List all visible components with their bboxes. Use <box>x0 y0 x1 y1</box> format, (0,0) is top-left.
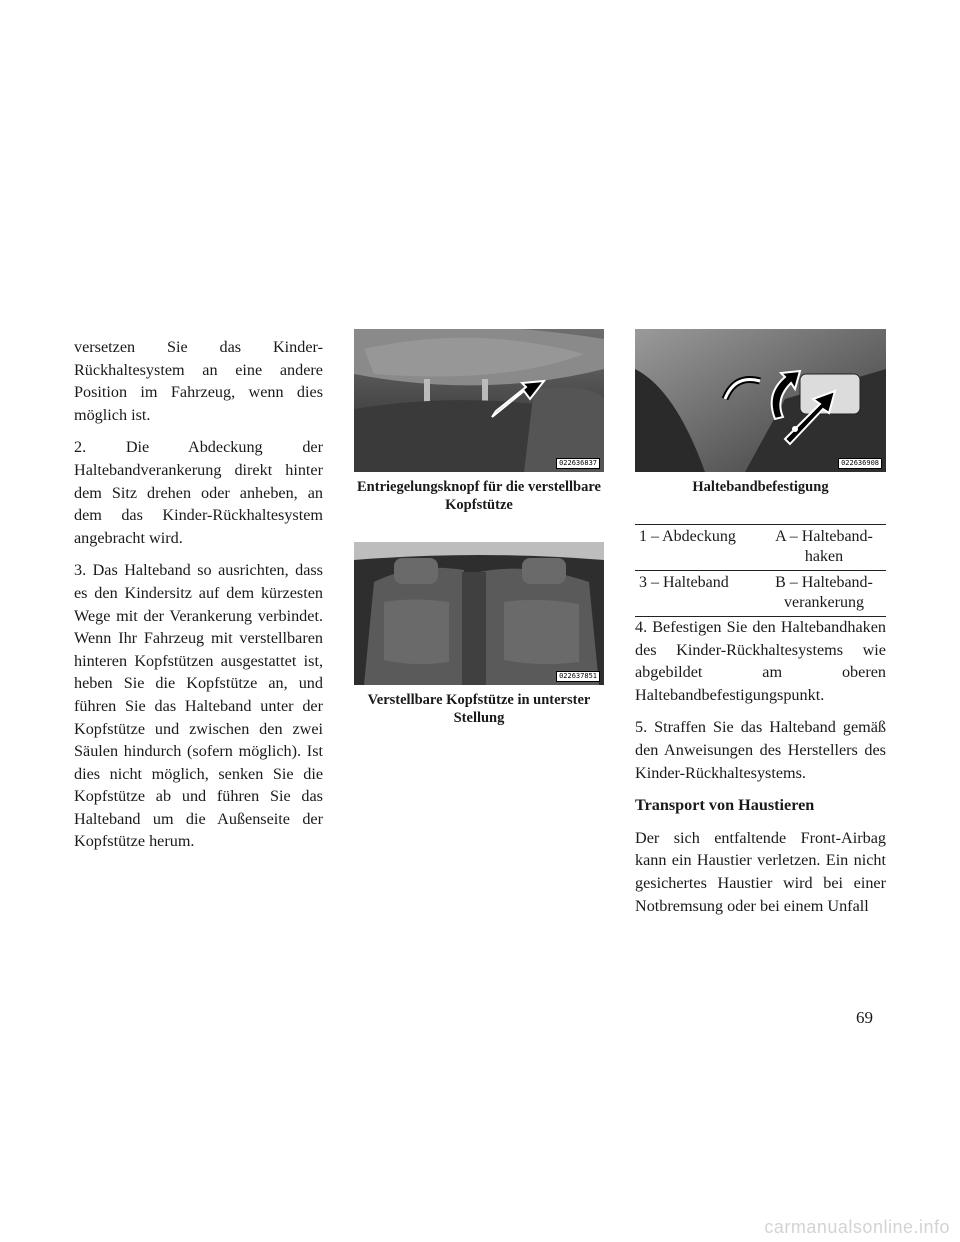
image-id-label: 022637851 <box>556 671 600 682</box>
table-row <box>635 571 886 617</box>
page-number: 69 <box>856 1008 873 1027</box>
table-row <box>635 525 886 571</box>
paragraph: versetzen Sie das Kinder-Rückhaltesystem an eine andere Position im Fahrzeug, wenn dies möglich ist. <box>74 338 323 424</box>
watermark: carmanualsonline.info <box>764 1217 950 1237</box>
section-heading: Transport von Haustieren <box>635 796 815 815</box>
text-column-right <box>635 616 886 927</box>
legend-cell: 1 – Abdeckung <box>635 525 759 571</box>
paragraph: 4. Befestigen Sie den Haltebandhaken des Kinder-Rückhaltesystems wie abgebildet am oberen Haltebandbefestigungspunkt. <box>635 618 886 704</box>
text-column-left <box>74 336 323 863</box>
figure-headrest-release <box>354 329 604 514</box>
legend-cell-text: B – Halteband-verankerung <box>775 574 873 611</box>
legend-cell <box>759 571 886 617</box>
figure-caption: Verstellbare Kopfstütze in unterster Stellung <box>367 692 591 726</box>
photo-rear-seat <box>354 542 604 685</box>
figure-caption: Haltebandbefestigung <box>692 479 829 495</box>
paragraph: 5. Straffen Sie das Halteband gemäß den Anweisungen des Herstellers des Kinder-Rückhaltesystems. <box>635 718 886 782</box>
photo-tether-anchorage <box>635 329 886 472</box>
legend-cell <box>759 525 886 571</box>
paragraph: 3. Das Halteband so ausrichten, dass es den Kindersitz auf dem kürzesten Wege mit der Verankerung verbindet. Wenn Ihr Fahrzeug mit verstellbaren hinteren Kopfstützen ausgestattet ist, heben Sie die Kopfstütze an, und führen Sie das Halteband unter der Kopfstütze und zwischen den zwei Säulen hindurch (sofern möglich). Ist dies nicht möglich, senken Sie die Kopfstütze ab und führen Sie das Halteband um die Außenseite der Kopfstütze herum. <box>74 561 323 851</box>
legend-cell-text: A – Halteband-haken <box>775 528 873 565</box>
photo-headrest-release <box>354 329 604 472</box>
image-id-label: 022636908 <box>838 458 882 469</box>
figure-headrest-lowest <box>354 542 604 727</box>
paragraph: 2. Die Abdeckung der Haltebandverankerung direkt hinter dem Sitz drehen oder anheben, an dem das Kinder-Rückhaltesystem angebracht wird. <box>74 438 323 547</box>
figure-caption: Entriegelungsknopf für die verstellbare Kopfstütze <box>357 479 601 513</box>
legend-cell: 3 – Halteband <box>635 571 759 617</box>
figure-tether-anchorage <box>635 329 886 496</box>
paragraph: Der sich entfaltende Front-Airbag kann ein Haustier verletzen. Ein nicht gesichertes Haustier wird bei einer Notbremsung oder bei einem Unfall <box>635 828 886 915</box>
image-id-label: 022636837 <box>556 458 600 469</box>
legend-table <box>635 524 886 617</box>
